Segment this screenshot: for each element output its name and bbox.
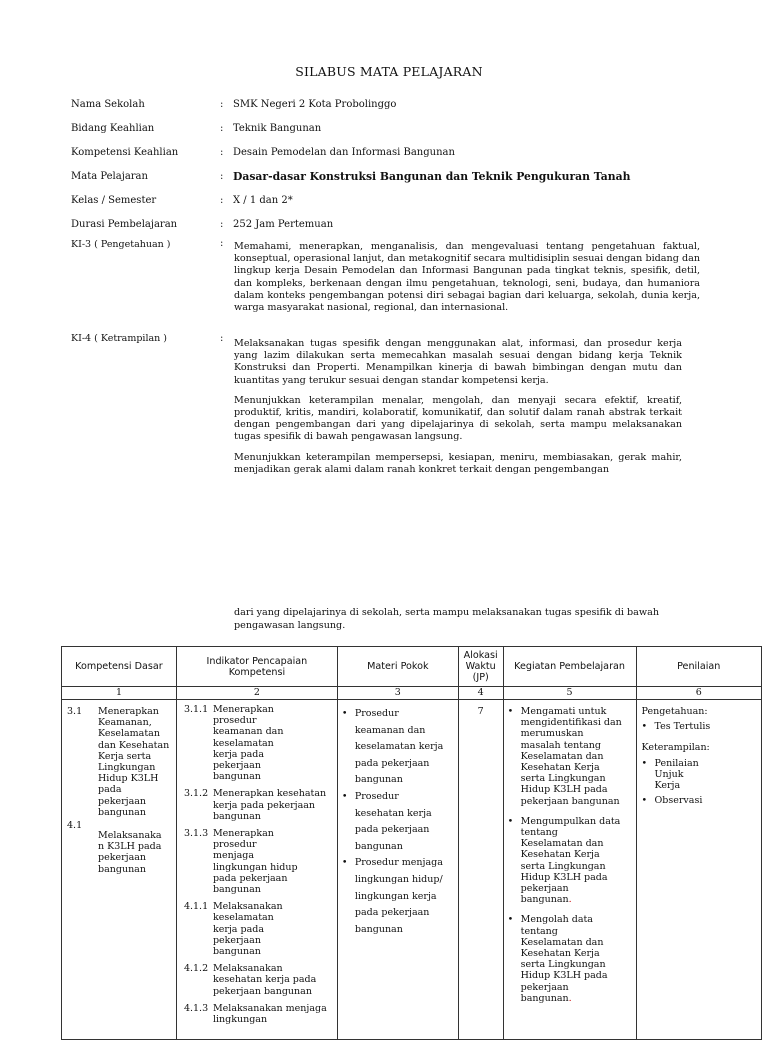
table-row [62, 700, 762, 1040]
header-alokasi-waktu: Alokasi Waktu (JP) [458, 647, 503, 687]
header-indikator: Indikator Pencapaian Kompetensi [176, 647, 337, 687]
ki3-label: KI-3 ( Pengetahuan ) [71, 239, 171, 250]
meta-colon: : [220, 99, 224, 110]
alokasi-value: 7 [477, 706, 484, 717]
ki4-label: KI-4 ( Ketrampilan ) [71, 333, 168, 344]
materi-list [338, 706, 458, 938]
pengetahuan-list [642, 721, 762, 732]
header-kompetensi-dasar: Kompetensi Dasar [62, 647, 177, 687]
indikator-item [184, 1003, 337, 1025]
indikator-number: 3.1.1 [183, 704, 209, 715]
document-title: SILABUS MATA PELAJARAN [295, 64, 483, 79]
table-header-row [62, 647, 762, 687]
indikator-number: 3.1.3 [183, 828, 209, 840]
kd-text: Menerapkan Keamanan, Keselamatan dan Kesehatan Kerja serta Lingkungan Hidup K3LH pada pekerjaan bangunan [98, 706, 170, 818]
kd-number: 3.1 [67, 706, 83, 717]
column-number: 3 [337, 687, 458, 700]
meta-label: Durasi Pembelajaran [71, 219, 178, 230]
column-number: 4 [458, 687, 503, 700]
column-number: 5 [503, 687, 636, 700]
kd-item [67, 820, 176, 875]
meta-label: Kelas / Semester [71, 195, 157, 206]
meta-value: Desain Pemodelan dan Informasi Bangunan [233, 147, 455, 158]
header-materi-pokok: Materi Pokok [337, 647, 458, 687]
indikator-number: 4.1.1 [183, 901, 209, 913]
ki4-paragraph: Menunjukkan keterampilan menalar, mengolah, dan menyaji secara efektif, kreatif, produktif, kritis, mandiri, kolaboratif, komunikatif, dan solutif dalam ranah abstrak terkait dengan pengembangan dari yang dipelajarinya di sekolah, serta mampu melaksanakan tugas spesifik di bawah pengawasan langsung. [234, 394, 682, 443]
penilaian-cell [636, 700, 762, 1040]
ki3-text: Memahami, menerapkan, menganalisis, dan mengevaluasi tentang pengetahuan faktual, konseptual, operasional lanjut, dan metakognitif secara multidisiplin sesuai dengan bidang dan lingkup kerja Desain Pemodelan dan Informasi Bangunan pada tingkat teknis, spesifik, detil, dan kompleks, berkenaan dengan ilmu pengetahuan, teknologi, seni, budaya, dan humaniora dalam konteks pengembangan potensi diri sebagai bagian dari keluarga, sekolah, dunia kerja, warga masyarakat nasional, regional, dan internasional. [234, 241, 700, 314]
keterampilan-list [642, 758, 762, 807]
meta-label: Kompetensi Keahlian [71, 147, 179, 158]
alokasi-cell [458, 700, 503, 1040]
materi-item: • Prosedur menjaga lingkungan hidup/ lingkungan kerja pada pekerjaan bangunan [338, 855, 447, 938]
materi-item: • Prosedur kesehatan kerja pada pekerjaan bangunan [338, 789, 447, 855]
kegiatan-text: Mengolah data tentang Keselamatan dan Kesehatan Kerja serta Lingkungan Hidup K3LH pada pekerjaan bangunan [520, 914, 608, 1004]
indikator-text: Menerapkan prosedur menjaga lingkungan hidup pada pekerjaan bangunan [212, 828, 298, 896]
meta-label: Nama Sekolah [71, 99, 145, 110]
ki4-paragraph: Menunjukkan keterampilan mempersepsi, kesiapan, meniru, membiasakan, gerak mahir, menjadikan gerak alami dalam ranah konkret terkait dengan pengembangan [234, 451, 682, 475]
indikator-item [184, 704, 337, 782]
indikator-text: Melaksanakan kesehatan kerja pada pekerjaan bangunan [212, 963, 317, 997]
meta-label: Mata Pelajaran [71, 171, 148, 182]
column-number: 1 [62, 687, 177, 700]
materi-cell [337, 700, 458, 1040]
kegiatan-period: . [568, 894, 572, 906]
meta-colon: : [220, 171, 224, 182]
pengetahuan-label: Pengetahuan: [641, 706, 708, 717]
indikator-number: 4.1.2 [183, 963, 209, 975]
header-kegiatan: Kegiatan Pembelajaran [503, 647, 636, 687]
indikator-item [184, 828, 337, 895]
indikator-item [184, 901, 337, 957]
indikator-text: Melaksanakan menjaga lingkungan [212, 1002, 327, 1026]
meta-value: SMK Negeri 2 Kota Probolinggo [233, 99, 397, 110]
kd-cell [62, 700, 177, 1040]
ki4-colon: : [220, 333, 224, 344]
meta-colon: : [220, 219, 224, 230]
kegiatan-item [504, 816, 623, 906]
meta-value: 252 Jam Pertemuan [233, 219, 334, 230]
keterampilan-item: • Observasi [642, 795, 762, 806]
indikator-number: 3.1.2 [183, 788, 209, 800]
column-number: 6 [636, 687, 762, 700]
indikator-text: Menerapkan kesehatan kerja pada pekerjaan bangunan [212, 788, 327, 822]
kegiatan-text: Mengamati untuk mengidentifikasi dan merumuskan masalah tentang Keselamatan dan Kesehatan Kerja serta Lingkungan Hidup K3LH pada pekerjaan bangunan [520, 706, 622, 807]
ki4-text [234, 338, 682, 484]
indikator-number: 4.1.3 [183, 1002, 209, 1014]
meta-colon: : [220, 123, 224, 134]
keterampilan-item: • Penilaian Unjuk Kerja [642, 758, 707, 792]
ki4-continuation: dari yang dipelajarinya di sekolah, serta mampu melaksanakan tugas spesifik di bawah pengawasan langsung. [234, 607, 659, 631]
kegiatan-text: Mengumpulkan data tentang Keselamatan dan Kesehatan Kerja serta Lingkungan Hidup K3LH pada pekerjaan bangunan [520, 815, 621, 906]
meta-colon: : [220, 195, 224, 206]
ki4-paragraph: Melaksanakan tugas spesifik dengan menggunakan alat, informasi, dan prosedur kerja yang lazim dilakukan serta memecahkan masalah sesuai dengan bidang kerja Teknik Konstruksi dan Properti. Menampilkan kinerja di bawah bimbingan dengan mutu dan kuantitas yang terukur sesuai dengan standar kompetensi kerja. [234, 338, 682, 386]
column-number: 2 [176, 687, 337, 700]
meta-colon: : [220, 147, 224, 158]
meta-value: X / 1 dan 2* [233, 195, 293, 206]
penilaian-content [637, 700, 762, 806]
kegiatan-item [504, 706, 623, 807]
meta-label: Bidang Keahlian [71, 123, 155, 134]
indikator-text: Menerapkan prosedur keamanan dan keselamatan kerja pada pekerjaan bangunan [212, 704, 284, 783]
ki3-colon: : [220, 238, 224, 249]
silabus-table [61, 646, 762, 1040]
column-number-row [62, 687, 762, 700]
kd-number: 4.1 [67, 820, 83, 832]
header-penilaian: Penilaian [636, 647, 762, 687]
kegiatan-list [504, 706, 636, 1004]
kd-text: Melaksanaka n K3LH pada pekerjaan bangunan [98, 830, 162, 875]
indikator-text: Melaksanakan keselamatan kerja pada pekerjaan bangunan [212, 901, 283, 958]
materi-item: • Prosedur keamanan dan keselamatan kerja pada pekerjaan bangunan [338, 706, 447, 789]
meta-value: Teknik Bangunan [233, 123, 322, 134]
indikator-cell [176, 700, 337, 1040]
meta-value: Dasar-dasar Konstruksi Bangunan dan Teknik Pengukuran Tanah [233, 170, 631, 183]
keterampilan-label: Keterampilan: [641, 742, 710, 754]
pengetahuan-item: • Tes Tertulis [642, 721, 762, 732]
indikator-item [184, 963, 337, 997]
kegiatan-period: . [568, 992, 572, 1004]
kegiatan-item [504, 914, 623, 1004]
kegiatan-cell [503, 700, 636, 1040]
indikator-item [184, 788, 337, 822]
kd-item [67, 706, 176, 818]
